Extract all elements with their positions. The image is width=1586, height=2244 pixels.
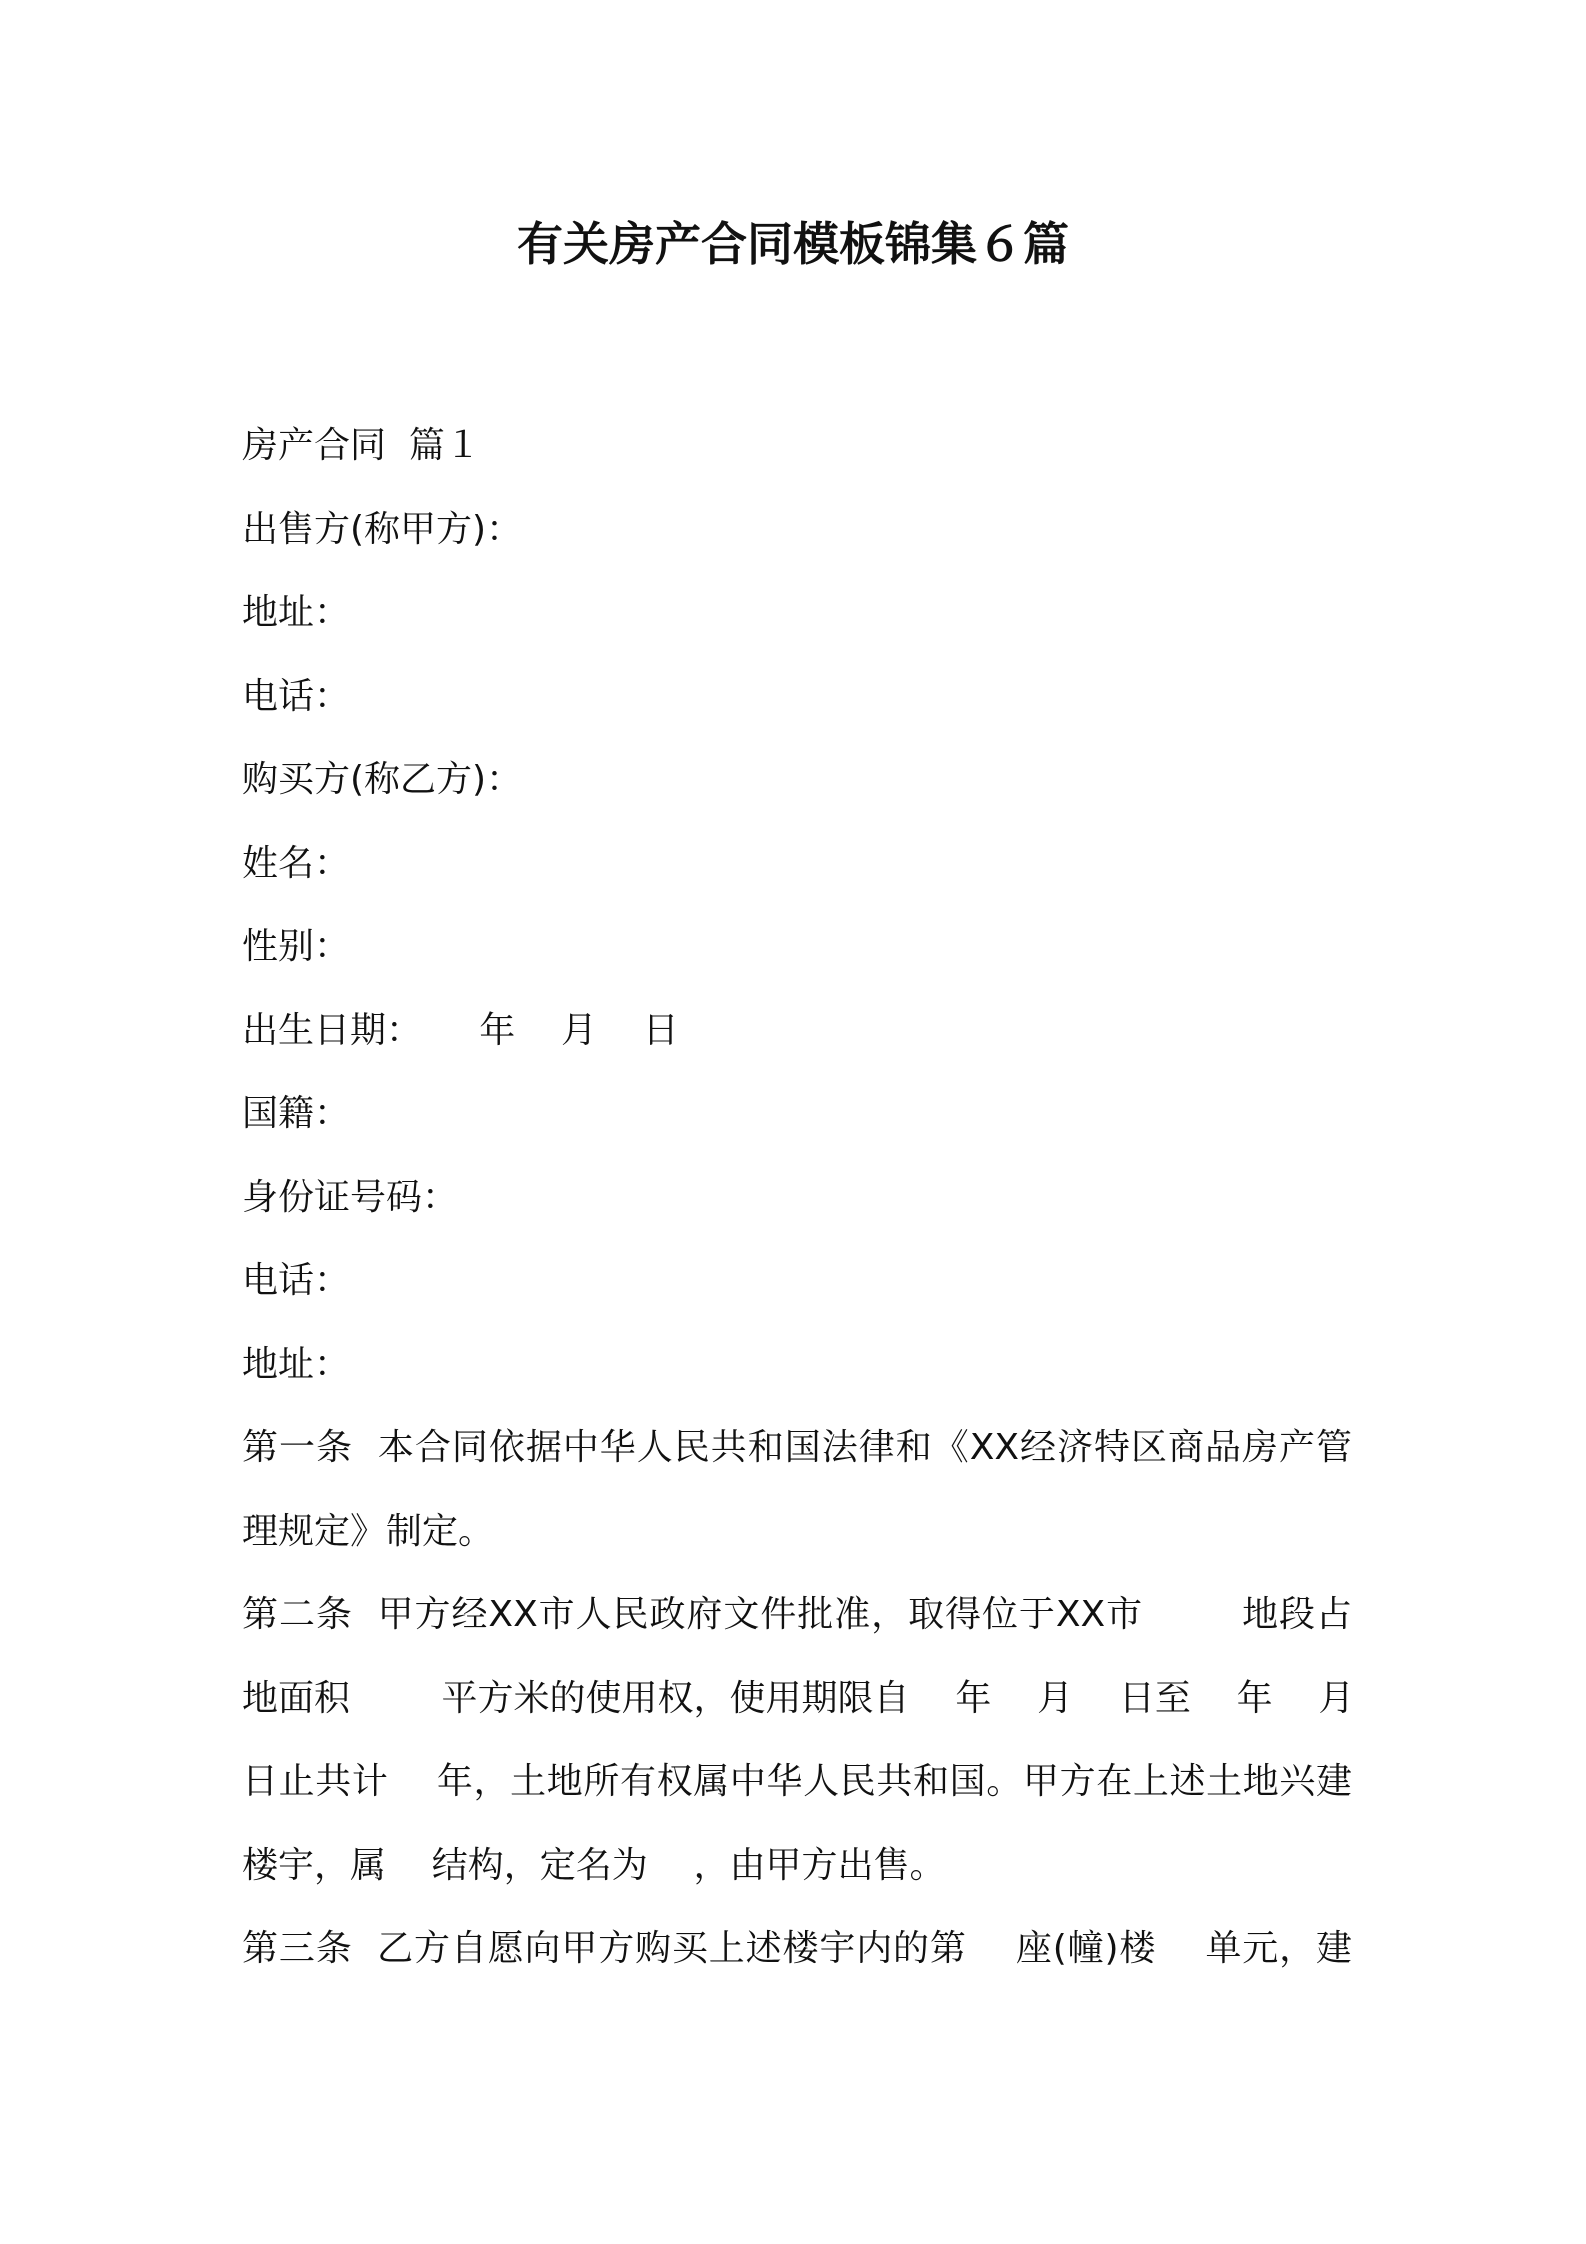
section-heading: 房产合同 篇１ [242,425,481,466]
article-1-line: 理规定》制定。 [242,1510,495,1552]
article-2 [242,1573,1355,1907]
buyer-nationality-field: 国籍： [242,1093,351,1134]
buyer-phone-field: 电话： [242,1260,351,1301]
article-1 [242,1406,1352,1573]
article-3 [242,1907,1352,1991]
seller-address-field: 地址： [242,592,351,633]
article-3-line: 第三条 乙方自愿向甲方购买上述楼宇内的第 座(幢)楼 单元，建 [242,1928,1352,1969]
buyer-field: 购买方(称乙方)： [242,759,523,800]
document-title: 有关房产合同模板锦集６篇 [517,217,1069,271]
seller-phone-field: 电话： [242,675,351,717]
article-1-line: 第一条 本合同依据中华人民共和国法律和《XX经济特区商品房产管 [242,1427,1352,1468]
buyer-id-number-field: 身份证号码： [242,1176,459,1218]
article-2-line: 第二条 甲方经XX市人民政府文件批准，取得位于XX市 地段占 [242,1594,1352,1635]
buyer-gender-field: 性别： [242,926,351,967]
buyer-birthdate-field: 出生日期： 年 月 日 [242,1009,679,1051]
article-2-line: 楼宇，属 结构，定名为 ，由甲方出售。 [242,1844,946,1886]
buyer-address-field: 地址： [242,1343,351,1385]
buyer-name-field: 姓名： [242,842,351,884]
document-body [242,404,1355,1991]
article-2-line: 日止共计 年，土地所有权属中华人民共和国。甲方在上述土地兴建 [242,1761,1352,1802]
article-2-line: 地面积 平方米的使用权，使用期限自 年 月 日至 年 月 [242,1677,1355,1719]
seller-field: 出售方(称甲方)： [242,508,523,550]
